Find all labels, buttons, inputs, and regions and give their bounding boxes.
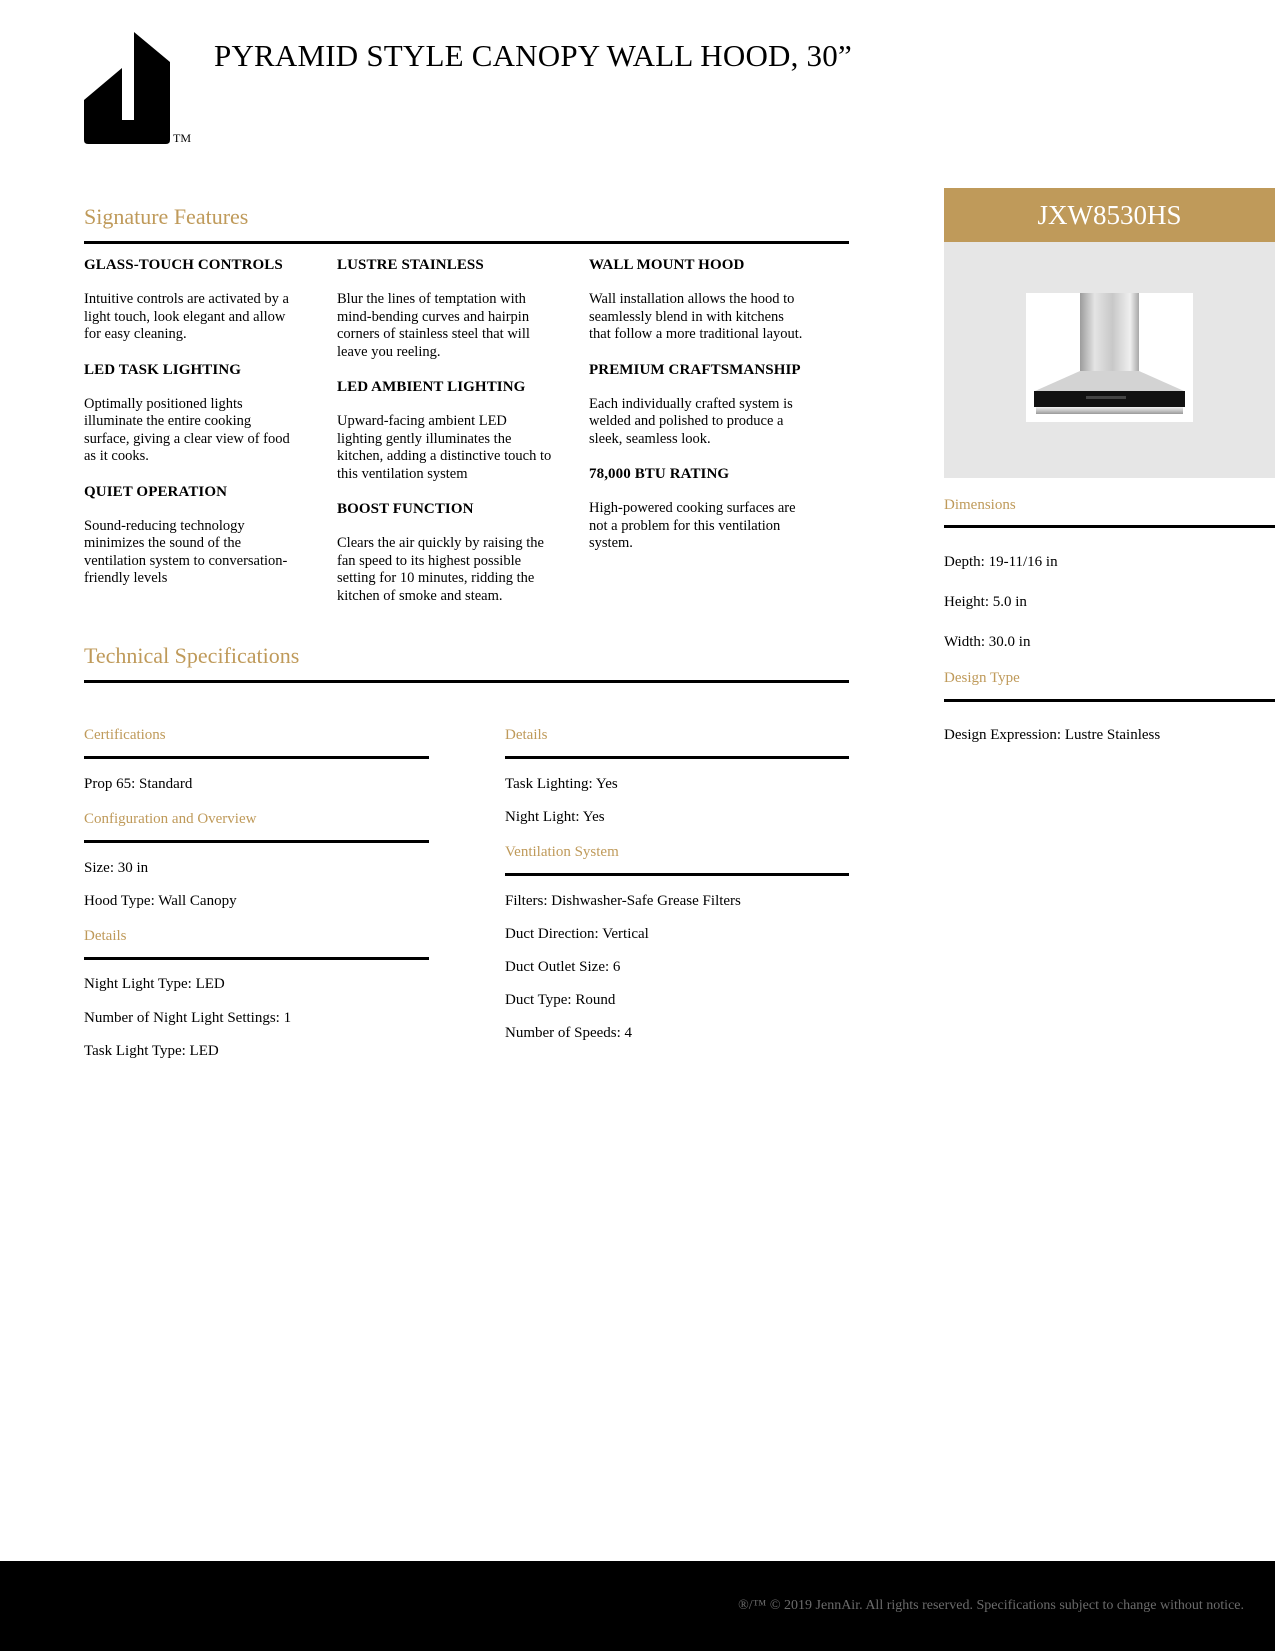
configuration-heading: Configuration and Overview <box>84 811 257 827</box>
details-heading: Details <box>505 727 548 743</box>
feature-title: LED TASK LIGHTING <box>84 361 242 378</box>
design-type-heading: Design Type <box>944 670 1020 686</box>
feature-text: Each individually crafted system is welded and polished to produce a sleek, seamless look. <box>589 395 793 447</box>
spec-item: Depth: 19-11/16 in <box>944 554 1058 570</box>
spec-item: Duct Outlet Size: 6 <box>505 959 621 975</box>
feature-column-3 <box>589 256 804 570</box>
feature-item <box>589 465 804 553</box>
details-heading: Details <box>84 928 127 944</box>
feature-text: Optimally positioned lights illuminate the entire cooking surface, giving a clear view of food as it cooks. <box>84 395 290 464</box>
feature-text: Clears the air quickly by raising the fan speed to its highest possible setting for 10 minutes, ridding the kitchen of smoke and steam. <box>337 535 544 604</box>
subsection-divider <box>84 756 429 759</box>
subsection-divider <box>944 525 1275 528</box>
spec-item: Number of Night Light Settings: 1 <box>84 1010 292 1026</box>
model-number-banner: JXW8530HS <box>944 188 1275 242</box>
spec-item: Size: 30 in <box>84 860 149 876</box>
subsection-divider <box>505 756 849 759</box>
feature-title: LED AMBIENT LIGHTING <box>337 379 526 395</box>
feature-text: Upward-facing ambient LED lighting gently illuminates the kitchen, adding a distinctive touch to this ventilation system <box>337 413 552 482</box>
subsection-divider <box>84 840 429 843</box>
feature-item <box>84 361 299 466</box>
page-title: PYRAMID STYLE CANOPY WALL HOOD, 30” <box>214 38 852 73</box>
dimensions-heading: Dimensions <box>944 497 1016 513</box>
feature-column-1 <box>84 256 299 605</box>
copyright-notice: ®/™ © 2019 JennAir. All rights reserved. Specifications subject to change without notice. <box>738 1598 1244 1613</box>
subsection-divider <box>944 699 1275 702</box>
feature-text: Blur the lines of temptation with mind-bending curves and hairpin corners of stainless steel that will leave you reeling. <box>337 291 530 360</box>
feature-column-2 <box>337 256 552 622</box>
subsection-divider <box>84 957 429 960</box>
feature-item <box>337 256 552 361</box>
spec-item: Duct Type: Round <box>505 992 616 1008</box>
feature-title: QUIET OPERATION <box>84 483 228 500</box>
feature-title: GLASS-TOUCH CONTROLS <box>84 257 283 273</box>
spec-item: Night Light Type: LED <box>84 976 225 992</box>
feature-item <box>84 256 299 344</box>
spec-item: Width: 30.0 in <box>944 634 1031 650</box>
spec-item: Height: 5.0 in <box>944 594 1027 610</box>
spec-item: Design Expression: Lustre Stainless <box>944 727 1161 743</box>
spec-item: Task Light Type: LED <box>84 1043 219 1059</box>
feature-title: PREMIUM CRAFTSMANSHIP <box>589 361 801 378</box>
spec-item: Prop 65: Standard <box>84 776 193 792</box>
feature-title: WALL MOUNT HOOD <box>589 257 745 273</box>
feature-item <box>84 483 299 588</box>
feature-item <box>337 378 552 483</box>
ventilation-heading: Ventilation System <box>505 844 619 860</box>
signature-features-heading: Signature Features <box>84 204 249 229</box>
feature-item <box>589 361 804 449</box>
feature-title: BOOST FUNCTION <box>337 501 474 517</box>
feature-text: Intuitive controls are activated by a light touch, look elegant and allow for easy cleaning. <box>84 291 289 342</box>
spec-item: Hood Type: Wall Canopy <box>84 893 237 909</box>
feature-title: LUSTRE STAINLESS <box>337 257 484 273</box>
spec-item: Duct Direction: Vertical <box>505 926 649 942</box>
section-divider <box>84 241 849 244</box>
feature-text: High-powered cooking surfaces are not a problem for this ventilation system. <box>589 500 796 551</box>
jennair-logo-icon <box>84 32 170 144</box>
spec-item: Number of Speeds: 4 <box>505 1025 633 1041</box>
feature-text: Wall installation allows the hood to seamlessly blend in with kitchens that follow a more traditional layout. <box>589 291 803 342</box>
section-divider <box>84 680 849 683</box>
feature-item <box>589 256 804 344</box>
technical-specs-heading: Technical Specifications <box>84 643 300 668</box>
certifications-heading: Certifications <box>84 727 166 743</box>
subsection-divider <box>505 873 849 876</box>
feature-title: 78,000 BTU RATING <box>589 466 730 482</box>
range-hood-image <box>1026 293 1193 422</box>
feature-item <box>337 500 552 605</box>
feature-text: Sound-reducing technology minimizes the sound of the ventilation system to conversation-friendly levels <box>84 517 288 586</box>
spec-item: Filters: Dishwasher-Safe Grease Filters <box>505 893 741 909</box>
spec-item: Task Lighting: Yes <box>505 776 618 792</box>
spec-item: Night Light: Yes <box>505 809 605 825</box>
trademark-mark: TM <box>173 131 191 145</box>
